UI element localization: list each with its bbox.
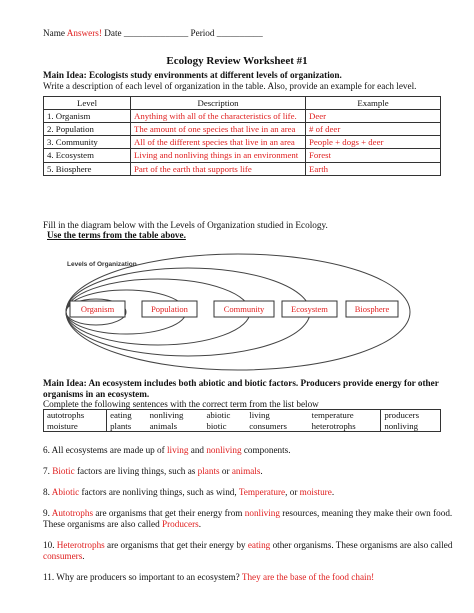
term: eating: [110, 410, 132, 420]
example-cell: Forest: [306, 149, 441, 162]
q9-answer-1: Autotrophs: [51, 508, 94, 518]
q7-text: factors are living things, such as: [74, 466, 198, 476]
table-row: [44, 136, 441, 149]
q9-text: are organisms that get their energy from: [93, 508, 245, 518]
description-cell: Living and nonliving things in an environment: [131, 149, 306, 162]
description-cell: The amount of one species that live in an area: [131, 123, 306, 136]
term-cell: [381, 410, 441, 432]
q6-answer-1: living: [167, 445, 189, 455]
level-cell: 4. Ecosystem: [44, 149, 131, 162]
header-description: Description: [131, 97, 306, 110]
main-idea-1-label: Main Idea:: [43, 70, 87, 80]
term: living: [249, 410, 270, 420]
page-title: Ecology Review Worksheet #1: [166, 55, 308, 67]
q10-answer-3: consumers: [43, 550, 83, 561]
main-idea-2-label: Main Idea:: [43, 378, 87, 388]
q6-text: and: [188, 445, 207, 455]
term: plants: [110, 420, 132, 431]
level-cell: 3. Community: [44, 136, 131, 149]
term-cell: [203, 410, 246, 432]
question-7: [43, 466, 453, 477]
q9-answer-2: nonliving: [244, 508, 280, 518]
term: consumers: [249, 420, 287, 431]
table-row: [44, 149, 441, 162]
level-cell: 5. Biosphere: [44, 162, 131, 175]
level-cell: 2. Population: [44, 123, 131, 136]
main-idea-2-text: An ecosystem includes both abiotic and biotic factors. Producers provide energy for other organisms in an ecosystem.: [43, 378, 439, 399]
term: nonliving: [149, 410, 184, 420]
term: autotrophs: [47, 410, 85, 420]
header-level: Level: [44, 97, 131, 110]
diagram-hint: Use the terms from the table above.: [47, 230, 186, 240]
q7-text: 7.: [43, 466, 53, 476]
terms-row: [44, 410, 441, 432]
date-label: Date: [104, 28, 122, 38]
q10-answer-1: Heterotrophs: [56, 540, 105, 550]
term-cell: [147, 410, 204, 432]
term: producers: [384, 410, 420, 420]
term: nonliving: [384, 420, 419, 431]
q10-text: are organisms that get their energy by: [104, 540, 248, 550]
table-row: [44, 162, 441, 175]
q7-answer-1: Biotic: [52, 466, 75, 476]
q10-text: other organisms. These organisms are also called: [270, 540, 453, 550]
q11-text: 11. Why are producers so important to an ecosystem?: [43, 572, 242, 582]
q7-text: or: [219, 466, 232, 476]
term: temperature: [311, 410, 354, 420]
q7-answer-3: animals: [231, 466, 261, 476]
q6-text: 6. All ecosystems are made up of: [43, 445, 167, 455]
levels-diagram: [62, 246, 414, 374]
q10-text: .: [82, 550, 85, 561]
table-row: [44, 110, 441, 123]
levels-table-header: [44, 97, 441, 110]
period-blank: __________: [216, 28, 263, 38]
q8-text: 8.: [43, 487, 52, 497]
q8-answer-3: moisture: [299, 487, 332, 497]
main-idea-2: [43, 378, 443, 399]
q9-answer-3: Producers: [161, 518, 199, 529]
q6-text: components.: [241, 445, 291, 455]
q9-text: resources, meaning they make their own food. These organisms are also called: [43, 508, 453, 529]
question-11: [43, 572, 453, 583]
term: animals: [149, 420, 178, 431]
q6-answer-2: nonliving: [206, 445, 242, 455]
example-cell: # of deer: [306, 123, 441, 136]
q7-text: .: [260, 466, 263, 476]
question-8: [43, 487, 453, 498]
term: heterotrophs: [311, 420, 356, 431]
question-9: [43, 508, 453, 529]
term-cell: [309, 410, 381, 432]
diagram-title: Levels of Organization: [67, 261, 137, 268]
q8-text: factors are nonliving things, such as wind,: [79, 487, 239, 497]
description-cell: Anything with all of the characteristics of life.: [131, 110, 306, 123]
term-cell: [107, 410, 147, 432]
example-cell: Deer: [306, 110, 441, 123]
term: abiotic: [206, 410, 231, 420]
example-cell: People + dogs + deer: [306, 136, 441, 149]
levels-table: [43, 96, 441, 176]
description-cell: All of the different species that live in an area: [131, 136, 306, 149]
complete-instructions: Complete the following sentences with the correct term from the list below: [43, 399, 319, 409]
box-community-label: Community: [223, 304, 265, 314]
main-idea-1-text: Ecologists study environments at different levels of organization.: [88, 70, 342, 80]
header-line: [43, 28, 263, 39]
table-row: [44, 123, 441, 136]
box-ecosystem-label: Ecosystem: [291, 304, 328, 314]
main-idea-1: [43, 70, 443, 91]
header-example: Example: [306, 97, 441, 110]
q8-text: , or: [285, 487, 300, 497]
box-organism-label: Organism: [80, 304, 115, 314]
main-idea-1-instructions: Write a description of each level of organization in the table. Also, provide an example for each level.: [43, 80, 417, 91]
q10-text: 10.: [43, 540, 57, 550]
description-cell: Part of the earth that supports life: [131, 162, 306, 175]
question-6: [43, 445, 453, 456]
example-cell: Earth: [306, 162, 441, 175]
terms-table: [43, 409, 441, 432]
date-blank: ______________: [123, 28, 189, 38]
level-cell: 1. Organism: [44, 110, 131, 123]
box-population-label: Population: [151, 304, 188, 314]
name-value: Answers!: [66, 28, 102, 38]
question-10: [43, 540, 453, 561]
q8-answer-2: Temperature: [238, 487, 286, 497]
box-biosphere-label: Biosphere: [354, 304, 390, 314]
q9-text: .: [198, 518, 202, 529]
term: biotic: [206, 420, 227, 431]
q10-answer-2: eating: [247, 540, 271, 550]
q8-text: .: [331, 487, 335, 497]
q11-answer: They are the base of the food chain!: [241, 572, 375, 582]
name-label: Name: [43, 28, 65, 38]
q7-answer-2: plants: [197, 466, 220, 476]
period-label: Period: [190, 28, 215, 38]
q8-answer-1: Abiotic: [51, 487, 80, 497]
term-cell: [246, 410, 308, 432]
q9-text: 9.: [43, 508, 52, 518]
term-cell: [44, 410, 107, 432]
term: moisture: [47, 420, 78, 431]
diagram-instructions: Fill in the diagram below with the Levels of Organization studied in Ecology.: [43, 220, 328, 230]
